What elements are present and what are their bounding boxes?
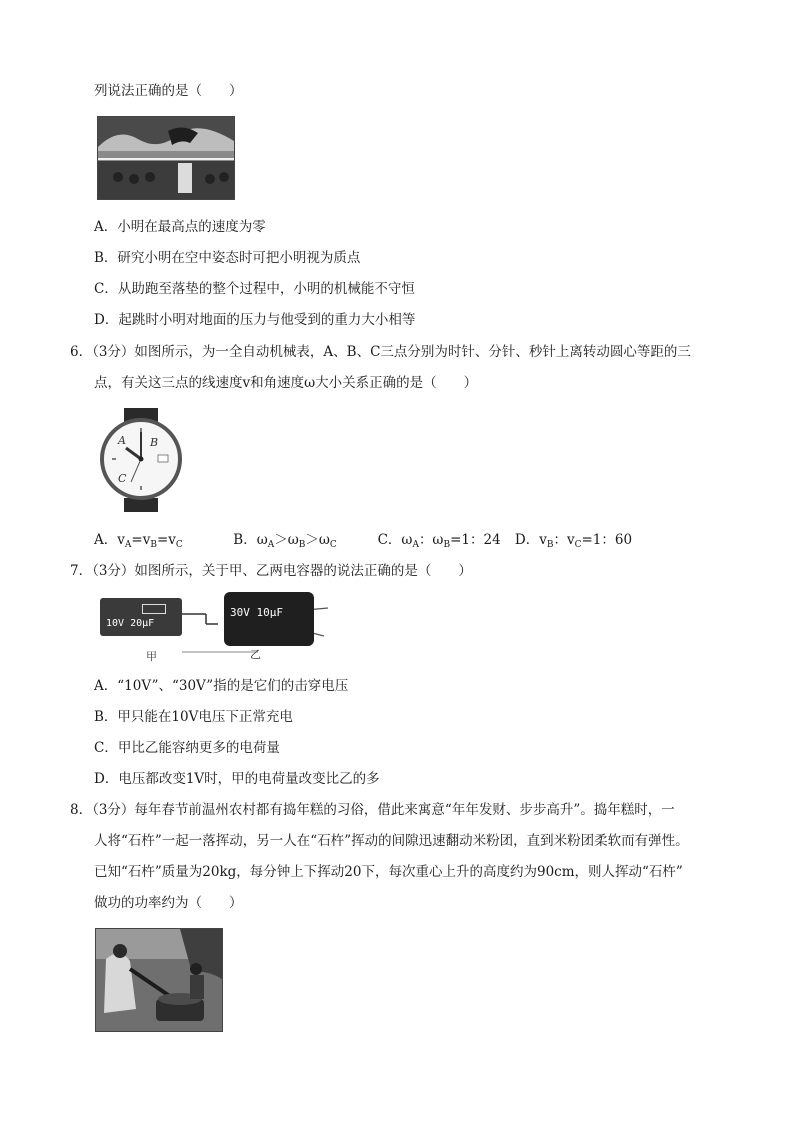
- q8-stem-line4: 做功的功率约为（ ）: [94, 895, 243, 911]
- q7-option-a: A．“10V”、“30V”指的是它们的击穿电压: [94, 678, 349, 694]
- q5-option-b: B．研究小明在空中姿态时可把小明视为质点: [94, 250, 361, 266]
- q7-stem: 7．（3分）如图所示，关于甲、乙两电容器的说法正确的是（ ）: [70, 563, 472, 579]
- capacitor-jia-text: 10V 20μF: [106, 618, 155, 629]
- label-yi: 乙: [250, 648, 261, 661]
- q5-stem: 列说法正确的是（ ）: [94, 83, 243, 99]
- watch-label-b: B: [150, 436, 159, 449]
- capacitor-figure: [96, 592, 336, 662]
- q5-option-a: A．小明在最高点的速度为零: [94, 219, 266, 235]
- q5-option-d: D．起跳时小明对地面的压力与他受到的重力大小相等: [94, 312, 416, 328]
- watch-figure: [98, 408, 188, 512]
- q6-option-c: C．$\omega_A$：$\omega_B=1$：24: [377, 532, 501, 550]
- rice-cake-image: [96, 929, 222, 1031]
- q7-option-d: D．电压都改变1V时，甲的电荷量改变比乙的多: [94, 771, 380, 787]
- high-jump-image: [98, 117, 234, 199]
- watch-label-c: C: [118, 472, 127, 485]
- q6-option-a: A．$v_A=v_B=v_C$: [94, 532, 183, 550]
- q6-options-row: [94, 531, 632, 554]
- watch-label-a: A: [118, 434, 126, 447]
- q5-option-c: C．从助跑至落垫的整个过程中，小明的机械能不守恒: [94, 281, 415, 297]
- capacitor-yi-text: 30V 10μF: [230, 606, 283, 619]
- q6-option-b: B．$\omega_A>\omega_B>\omega_C$: [233, 532, 337, 550]
- q6-stem-line1: 6．（3分）如图所示，为一全自动机械表，A、B、C三点分别为时针、分针、秒针上离转动圆心等距的三: [70, 344, 691, 360]
- label-jia: 甲: [146, 650, 157, 663]
- q8-stem-line1: 8．（3分）每年春节前温州农村都有捣年糕的习俗，借此来寓意“年年发财、步步高升”。捣年糕时，一: [70, 802, 675, 818]
- rice-cake-photo: [95, 928, 223, 1032]
- q7-option-c: C．甲比乙能容纳更多的电荷量: [94, 740, 280, 756]
- high-jump-photo: [97, 116, 235, 200]
- q7-option-b: B．甲只能在10V电压下正常充电: [94, 709, 293, 725]
- q8-stem-line3: 已知“石杵”质量为20kg，每分钟上下挥动20下，每次重心上升的高度约为90cm，则人挥动“石杵”: [94, 864, 683, 880]
- capacitor-yi: [224, 592, 314, 646]
- q6-stem-line2: 点，有关这三点的线速度v和角速度ω大小关系正确的是（ ）: [94, 375, 478, 391]
- watch-hands: [98, 408, 188, 512]
- q8-stem-line2: 人将“石杵”一起一落挥动，另一人在“石杵”挥动的间隙迅速翻动米粉团，直到米粉团柔软而有弹性。: [94, 833, 689, 849]
- q6-option-d: D．$v_B$：$v_C=1$：60: [514, 532, 633, 550]
